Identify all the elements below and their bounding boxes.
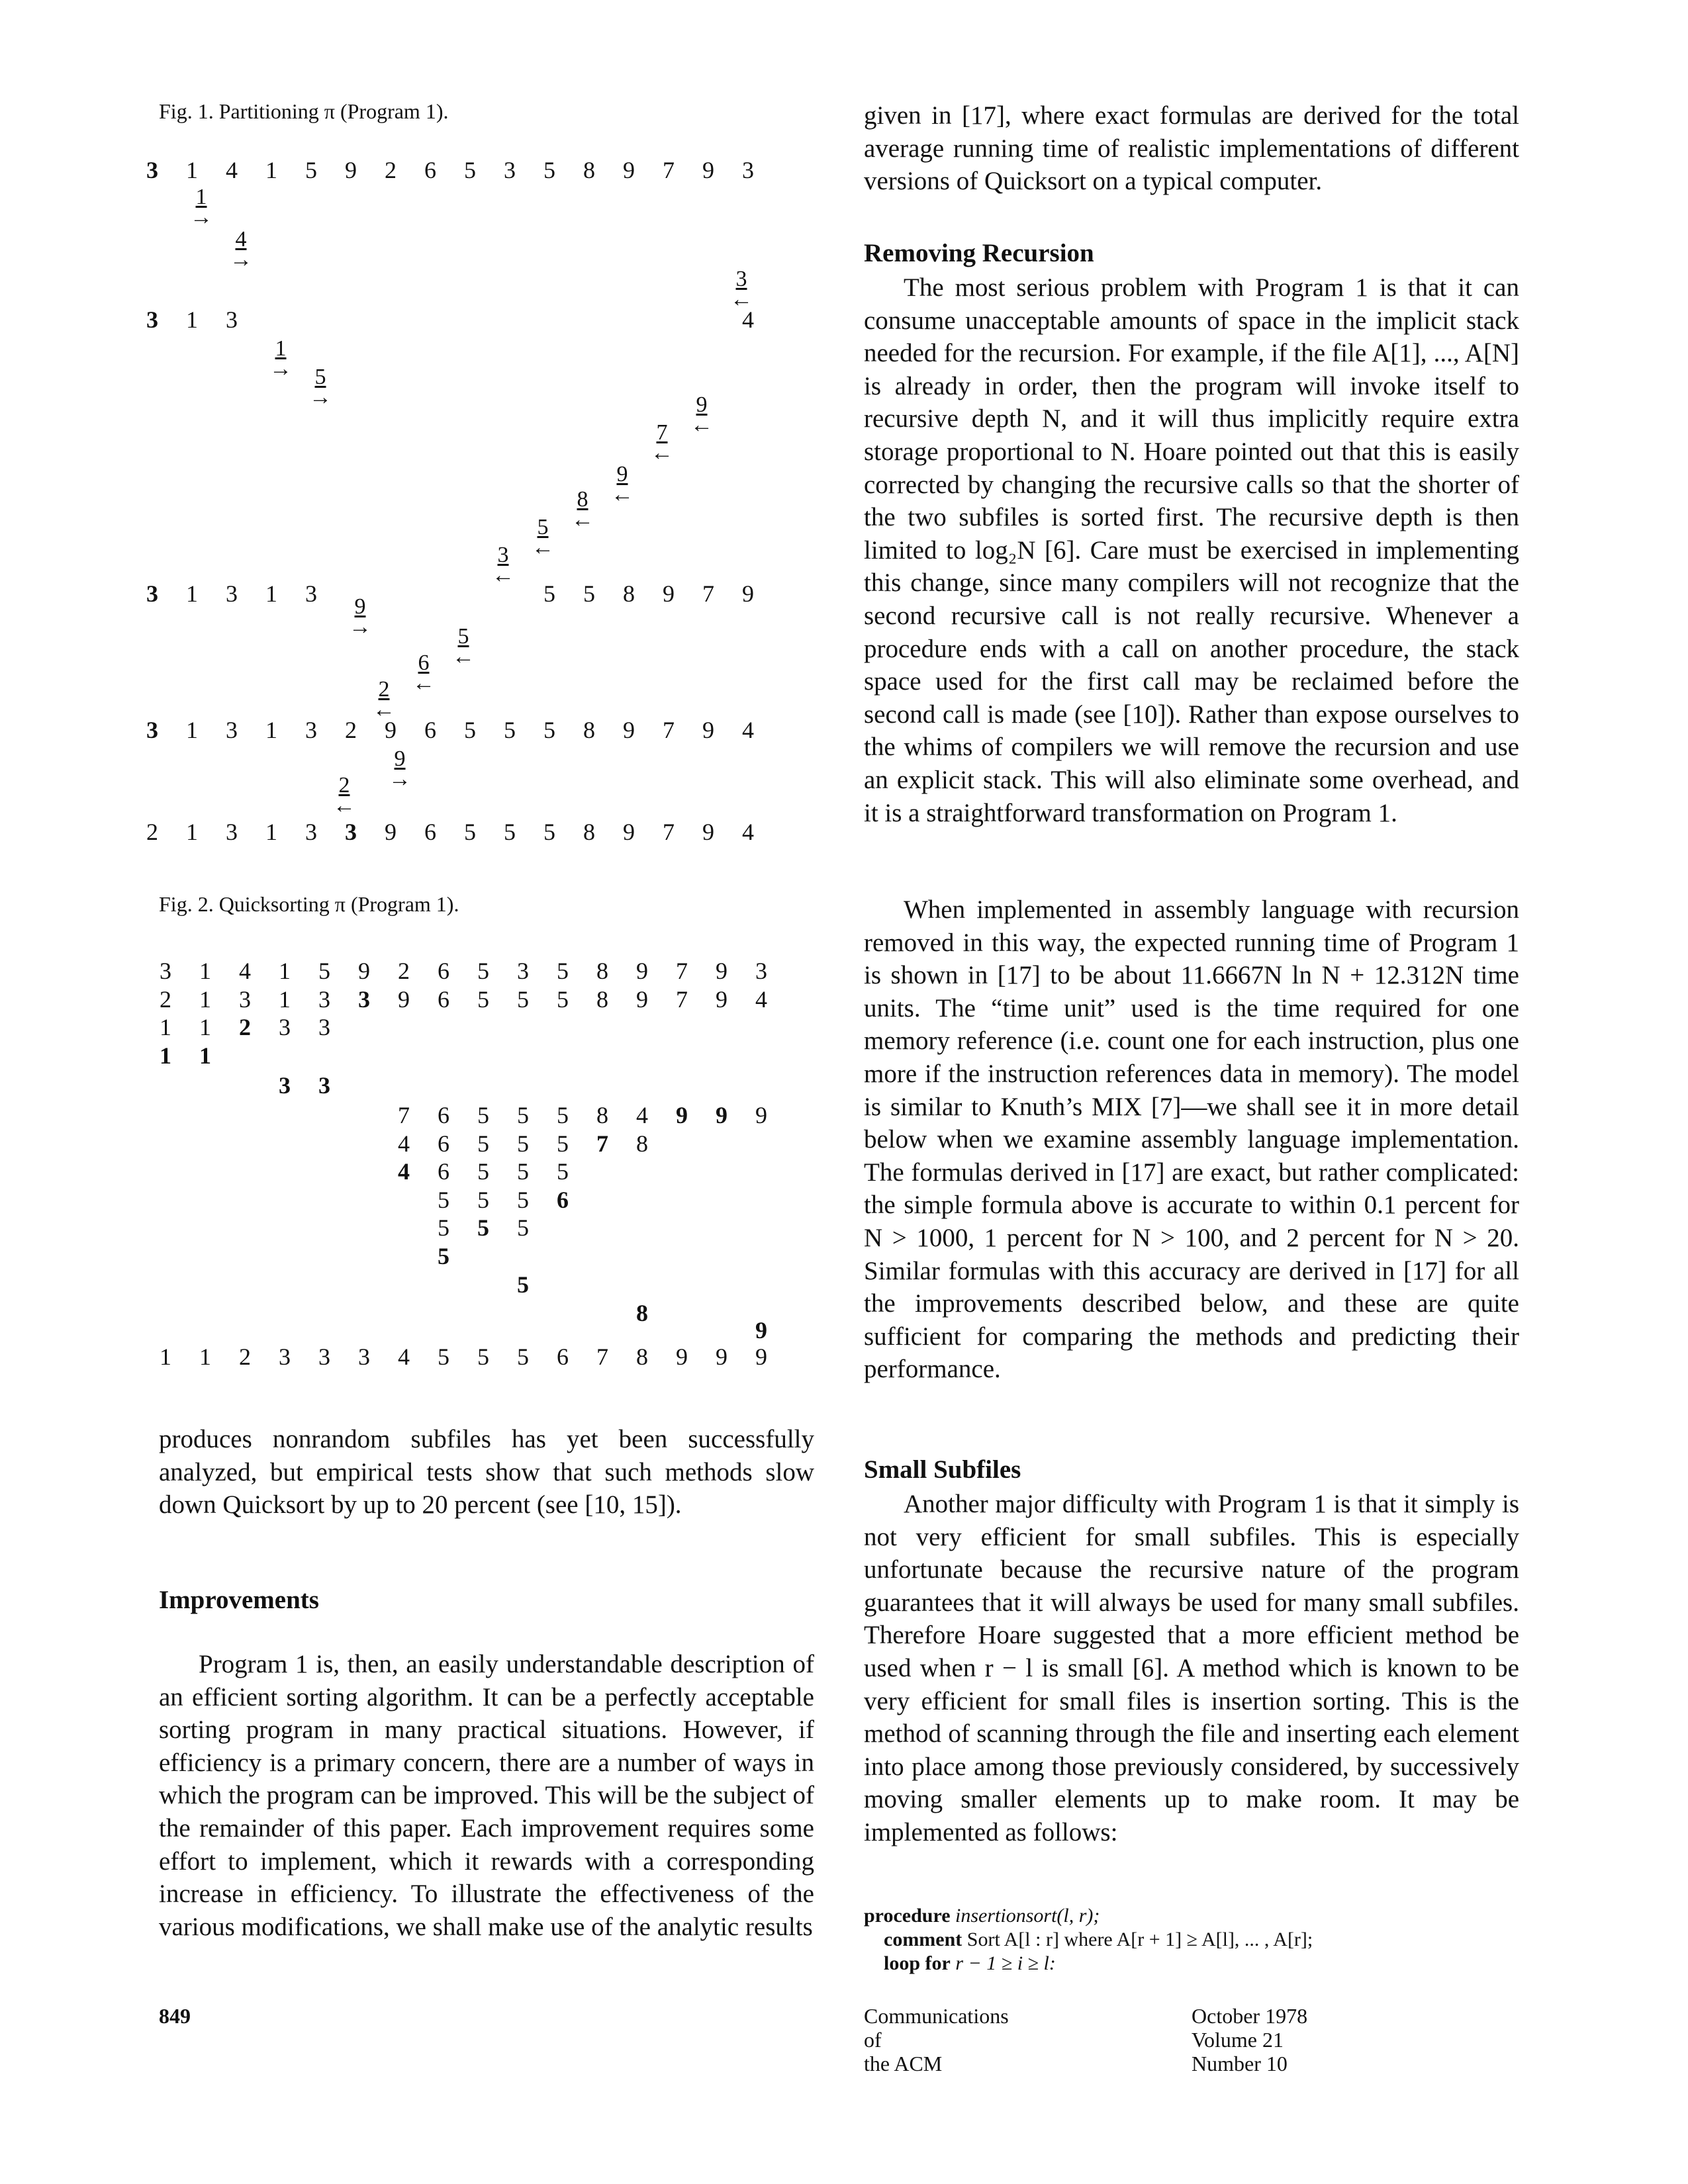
fig1-digit: 1 [186, 717, 198, 743]
right-paragraph-2: The most serious problem with Program 1 is that it can consume unacceptable amounts of space in the implicit stack needed for the recursion. For example, if the file A[1], ..., A[N] is already in order, then the program will invoke itself to recursive depth N, and it will thus implicitly require extra storage proportional to N. Hoare pointed out that this is easily corrected by changing the recursive calls so that the shorter of the two subfiles is sorted first. The recursive depth is then limited to log₂N [6]. Care must be exercised in implementing this change, since many compilers will not recognize that the second recursive call is not really recursive. Whenever a procedure ends with a call on another procedure, the stack space used for the first call may be reclaimed before the second call is made (see [10]). Rather than expose ourselves to the whims of compilers we will remove the recursion and use an explicit stack. This will also eliminate some overhead, and it is a straightforward transformation on Program 1. [864, 273, 1519, 827]
fig2-digit: 3 [279, 1072, 291, 1099]
fig2-digit: 4 [239, 958, 251, 984]
fig1-arrow-label: 7 [656, 420, 668, 445]
fig1-arrow-label: 2 [378, 677, 390, 702]
left-paragraph-2: Program 1 is, then, an easily understandable description of an efficient sorting algorithm. It can be a perfectly acceptable sorting program in many practical situations. However, if efficiency is a primary concern, there are a number of ways in which the program can be improved. This will be the subject of the remainder of this paper. Each improvement requires some effort to implement, which it rewards with a corresponding increase in efficiency. To illustrate the effectiveness of the various modifications, we shall make use of the analytic results [159, 1650, 814, 1941]
fig2-digit: 3 [358, 1343, 370, 1370]
fig1-digit: 9 [623, 819, 635, 845]
fig1-digit: 3 [305, 580, 317, 607]
fig2-digit: 1 [160, 1042, 171, 1069]
fig1-digit: 1 [265, 717, 277, 743]
fig2-digit: 8 [636, 1343, 648, 1370]
fig2-digit: 9 [755, 1317, 767, 1343]
fig2-digit: 1 [160, 1014, 171, 1040]
fig2-digit: 4 [755, 986, 767, 1013]
fig2-digit: 8 [636, 1300, 648, 1326]
fig2-digit: 4 [636, 1102, 648, 1128]
fig2-digit: 1 [199, 986, 211, 1013]
right-paragraph-1: given in [17], where exact formulas are derived for the total average running time of realistic implementations of different versions of Quicksort on a typical computer. [864, 101, 1519, 196]
fig2-caption: Fig. 2. Quicksorting π (Program 1). [159, 892, 459, 916]
fig1-digit: 3 [226, 819, 238, 845]
fig1-digit: 3 [226, 306, 238, 333]
fig2-digit: 1 [199, 958, 211, 984]
left-arrow-icon [449, 624, 478, 669]
fig1-arrow-label: 5 [457, 624, 469, 649]
fig2-digit: 7 [596, 1343, 608, 1370]
fig2-digit: 5 [318, 958, 330, 984]
fig2-digit: 8 [596, 986, 608, 1013]
fig1-digit: 5 [464, 717, 476, 743]
left-arrow-icon [727, 267, 756, 312]
fig2-digit: 5 [517, 1102, 529, 1128]
right-arrow-icon [266, 338, 295, 379]
footer-journal: Communications of the ACM [864, 2004, 1009, 2075]
fig1-digit: 1 [186, 819, 198, 845]
fig2-digit: 9 [676, 1343, 688, 1370]
fig1-arrow-glyph: ← [492, 563, 514, 588]
fig1-arrow-glyph: ← [412, 671, 435, 696]
fig1-digit: 5 [464, 157, 476, 183]
fig1-digit: 8 [583, 157, 595, 183]
left-arrow-icon [409, 651, 438, 696]
fig2-digit: 1 [199, 1014, 211, 1040]
fig2-digit: 9 [716, 1102, 727, 1128]
fig2-digit: 9 [716, 986, 727, 1013]
fig2-digit: 8 [596, 958, 608, 984]
fig2-digit: 3 [318, 1014, 330, 1040]
fig2-digit: 7 [676, 958, 688, 984]
fig1-digit: 3 [226, 717, 238, 743]
fig1-arrow-glyph: ← [571, 508, 594, 532]
fig2-digit: 5 [517, 1130, 529, 1157]
fig2-digit: 9 [636, 986, 648, 1013]
fig1-arrow-glyph: → [230, 248, 252, 272]
fig1-digit: 8 [583, 819, 595, 845]
fig1-arrow-glyph: ← [651, 441, 673, 465]
fig2-digit: 1 [279, 958, 291, 984]
code-keyword: procedure [864, 1905, 951, 1927]
code-text: Sort A[l : r] where A[r + 1] ≥ A[l], ... , A[r]; [966, 1929, 1313, 1950]
footer-issue: October 1978 Volume 21 Number 10 [1192, 2004, 1308, 2075]
fig2-digit: 5 [477, 1343, 489, 1370]
fig2-digit: 7 [676, 986, 688, 1013]
fig2-digit: 5 [477, 1214, 489, 1241]
fig2-digit: 9 [716, 958, 727, 984]
fig2-digit: 1 [199, 1042, 211, 1069]
fig1-arrow-label: 9 [354, 594, 366, 619]
fig1-digit: 6 [424, 717, 436, 743]
right-arrow-icon [306, 365, 335, 410]
fig2-digit: 5 [517, 1271, 529, 1298]
fig1-digit: 2 [385, 157, 397, 183]
fig1-arrow-label: 1 [275, 336, 287, 361]
fig2-digit: 3 [239, 986, 251, 1013]
fig1-digit: 8 [623, 580, 635, 607]
fig1-digit: 4 [742, 819, 754, 845]
fig2-digit: 5 [517, 986, 529, 1013]
fig2-digit: 5 [517, 1343, 529, 1370]
fig1-arrow-glyph: → [349, 615, 371, 639]
fig1-digit: 8 [583, 717, 595, 743]
fig1-digit: 1 [186, 157, 198, 183]
fig2-digit: 5 [477, 958, 489, 984]
left-arrow-icon [568, 487, 597, 532]
right-arrow-icon [346, 596, 375, 637]
right-arrow-icon [226, 227, 256, 272]
fig2-digit: 5 [557, 958, 569, 984]
fig2-digit: 6 [557, 1187, 569, 1213]
fig1-arrow-label: 9 [696, 392, 708, 417]
fig2-digit: 5 [477, 986, 489, 1013]
fig2-digit: 7 [398, 1102, 410, 1128]
fig1-arrow-glyph: → [309, 385, 332, 410]
fig1-digit: 5 [543, 157, 555, 183]
fig2-digit: 9 [716, 1343, 727, 1370]
fig1-digit: 5 [543, 717, 555, 743]
fig1-digit: 1 [265, 580, 277, 607]
fig2-digit: 3 [318, 1343, 330, 1370]
fig1-arrow-label: 6 [418, 651, 430, 675]
fig2-digit: 6 [438, 1158, 449, 1185]
fig2-digit: 3 [279, 1014, 291, 1040]
fig1-arrow-glyph: → [269, 357, 292, 381]
fig1-digit: 9 [702, 819, 714, 845]
fig1-digit: 9 [742, 580, 754, 607]
fig1-arrow-label: 3 [497, 543, 509, 567]
fig1-digit: 7 [663, 157, 675, 183]
left-arrow-icon [647, 422, 677, 463]
fig1-arrow-glyph: ← [611, 482, 633, 507]
left-arrow-icon [369, 677, 399, 722]
right-paragraph-3: When implemented in assembly language with recursion removed in this way, the expected running time of Program 1 is shown in [17] to be about 11.6667N ln N + 12.312N time units. The “time unit” used is the time required for one memory reference (i.e. count one for each instruction, plus one more if the instruction references data in memory). The model is similar to Knuth’s MIX [7]—we shall see it in more detail below when we examine assembly language implementation. The formulas derived in [17] are exact, but rather complicated: the simple formula above is accurate to within 0.1 percent for N > 1000, 1 percent for N > 100, and 2 percent for N > 20. Similar formulas with this accuracy are derived in [17] for all the improvements described below, and these are quite sufficient for comparing the methods and predicting their performance. [864, 895, 1519, 1384]
fig2-digit: 9 [755, 1102, 767, 1128]
code-text: r − 1 ≥ i ≥ l: [955, 1952, 1056, 1974]
fig1-digit: 3 [146, 580, 158, 607]
fig1-arrow-label: 5 [537, 515, 549, 539]
fig1-digit: 3 [345, 819, 357, 845]
fig2-digit: 2 [398, 958, 410, 984]
fig2-digit: 2 [239, 1014, 251, 1040]
fig1-digit: 3 [146, 306, 158, 333]
fig2-digit: 6 [557, 1343, 569, 1370]
fig1-arrow-glyph: → [389, 767, 411, 792]
fig2-digit: 6 [438, 1102, 449, 1128]
fig2-digit: 6 [438, 1130, 449, 1157]
fig1-arrow-label: 5 [314, 365, 326, 389]
fig2-digit: 1 [279, 986, 291, 1013]
left-paragraph-1: produces nonrandom subfiles has yet been successfully analyzed, but empirical tests show that such methods slow down Quicksort by up to 20 percent (see [10, 15]). [159, 1425, 814, 1520]
heading-small-subfiles: Small Subfiles [864, 1455, 1021, 1484]
fig1-digit: 9 [345, 157, 357, 183]
fig1-arrow-label: 3 [735, 267, 747, 291]
fig2-digit: 9 [358, 958, 370, 984]
fig1-arrow-label: 8 [577, 487, 588, 512]
fig2-digit: 9 [398, 986, 410, 1013]
left-arrow-icon [687, 394, 716, 435]
fig2-digit: 5 [438, 1343, 449, 1370]
fig1-digit: 5 [543, 819, 555, 845]
fig2-digit: 6 [438, 986, 449, 1013]
fig1-digit: 7 [663, 717, 675, 743]
fig2-digit: 9 [636, 958, 648, 984]
fig1-digit: 9 [663, 580, 675, 607]
fig2-digit: 3 [160, 958, 171, 984]
fig2-digit: 5 [438, 1187, 449, 1213]
fig1-caption: Fig. 1. Partitioning π (Program 1). [159, 99, 449, 123]
fig2-digit: 5 [438, 1214, 449, 1241]
code-keyword: comment [884, 1929, 962, 1950]
fig1-arrow-glyph: ← [333, 794, 355, 818]
fig1-digit: 5 [305, 157, 317, 183]
fig1-digit: 3 [146, 157, 158, 183]
fig2-digit: 3 [755, 958, 767, 984]
fig2-digit: 9 [755, 1343, 767, 1370]
fig2-digit: 5 [477, 1130, 489, 1157]
fig1-arrow-label: 9 [394, 747, 406, 771]
fig1-arrow-label: 4 [235, 227, 247, 251]
fig1-digit: 4 [742, 306, 754, 333]
fig1-digit: 7 [663, 819, 675, 845]
fig1-digit: 3 [226, 580, 238, 607]
fig2-digit: 5 [557, 1158, 569, 1185]
fig1-arrow-glyph: ← [532, 535, 554, 560]
fig2-digit: 5 [438, 1243, 449, 1269]
fig1-digit: 6 [424, 157, 436, 183]
fig2-digit: 7 [596, 1130, 608, 1157]
fig1-arrow-label: 2 [338, 773, 350, 797]
fig2-digit: 3 [279, 1343, 291, 1370]
fig1-digit: 9 [623, 717, 635, 743]
fig1-arrow-glyph: ← [373, 698, 395, 722]
fig1-digit: 3 [305, 717, 317, 743]
fig2-digit: 4 [398, 1343, 410, 1370]
fig2-digit: 8 [596, 1102, 608, 1128]
fig1-digit: 3 [146, 717, 158, 743]
fig1-digit: 1 [186, 580, 198, 607]
fig1-digit: 9 [702, 157, 714, 183]
fig2-digit: 1 [199, 1343, 211, 1370]
fig2-digit: 5 [517, 1187, 529, 1213]
fig2-digit: 1 [160, 1343, 171, 1370]
heading-improvements: Improvements [159, 1586, 319, 1614]
fig1-digit: 2 [345, 717, 357, 743]
fig2-digit: 5 [517, 1214, 529, 1241]
fig2-digit: 5 [477, 1187, 489, 1213]
heading-removing-recursion: Removing Recursion [864, 239, 1094, 267]
fig1-digit: 2 [146, 819, 158, 845]
left-arrow-icon [608, 462, 637, 507]
fig1-digit: 5 [504, 819, 516, 845]
fig2-digit: 2 [160, 986, 171, 1013]
fig2-digit: 2 [239, 1343, 251, 1370]
fig2-digit: 6 [438, 958, 449, 984]
fig2-digit: 9 [676, 1102, 688, 1128]
fig1-digit: 5 [583, 580, 595, 607]
code-keyword: loop for [884, 1952, 951, 1974]
fig2-digit: 3 [318, 1072, 330, 1099]
right-arrow-icon [187, 185, 216, 230]
fig1-digit: 9 [702, 717, 714, 743]
fig1-arrow-label: 9 [616, 462, 628, 486]
right-arrow-icon [385, 747, 414, 792]
fig1-digit: 5 [464, 819, 476, 845]
fig1-arrow-glyph: ← [452, 645, 475, 669]
fig1-digit: 1 [186, 306, 198, 333]
fig1-digit: 7 [702, 580, 714, 607]
fig1-digit: 9 [623, 157, 635, 183]
fig2-digit: 5 [557, 986, 569, 1013]
fig2-digit: 3 [318, 986, 330, 1013]
code-line-1 [864, 1905, 1100, 1927]
fig1-digit: 5 [543, 580, 555, 607]
fig2-digit: 5 [477, 1158, 489, 1185]
fig1-digit: 4 [226, 157, 238, 183]
fig1-digit: 3 [504, 157, 516, 183]
fig1-arrow-glyph: → [190, 205, 212, 230]
fig1-digit: 4 [742, 717, 754, 743]
left-arrow-icon [528, 515, 557, 560]
fig2-digit: 5 [557, 1130, 569, 1157]
fig1-digit: 1 [265, 819, 277, 845]
fig1-digit: 3 [742, 157, 754, 183]
fig1-arrow-glyph: ← [690, 413, 713, 437]
fig2-digit: 3 [358, 986, 370, 1013]
fig2-digit: 5 [477, 1102, 489, 1128]
fig2-digit: 4 [398, 1130, 410, 1157]
right-paragraph-4: Another major difficulty with Program 1 is that it simply is not very efficient for small subfiles. This is especially unfortunate because the recursive nature of the program guarantees that it will always be used for many small subfiles. Therefore Hoare suggested that a more efficient method be used when r − l is small [6]. A method which is known to be very efficient for small files is insertion sorting. This is the method of scanning through the file and inserting each element into place among those previously considered, by successively moving smaller elements up to make room. It may be implemented as follows: [864, 1490, 1519, 1846]
fig1-digit: 6 [424, 819, 436, 845]
fig1-digit: 9 [385, 717, 397, 743]
fig1-arrow-label: 1 [195, 185, 207, 209]
code-line-2 [884, 1929, 1313, 1951]
code-text: insertionsort(l, r); [955, 1905, 1100, 1927]
left-arrow-icon [330, 773, 359, 818]
fig2-digit: 5 [517, 1158, 529, 1185]
fig2-digit: 4 [398, 1158, 410, 1185]
fig1-digit: 9 [385, 819, 397, 845]
fig1-digit: 3 [305, 819, 317, 845]
fig1-digit: 5 [504, 717, 516, 743]
fig2-digit: 3 [517, 958, 529, 984]
fig1-digit: 1 [265, 157, 277, 183]
fig2-digit: 5 [557, 1102, 569, 1128]
page-number: 849 [159, 2004, 191, 2028]
left-arrow-icon [489, 543, 518, 588]
code-line-3 [884, 1952, 1056, 1975]
fig2-digit: 8 [636, 1130, 648, 1157]
fig1-arrow-glyph: ← [730, 287, 753, 312]
